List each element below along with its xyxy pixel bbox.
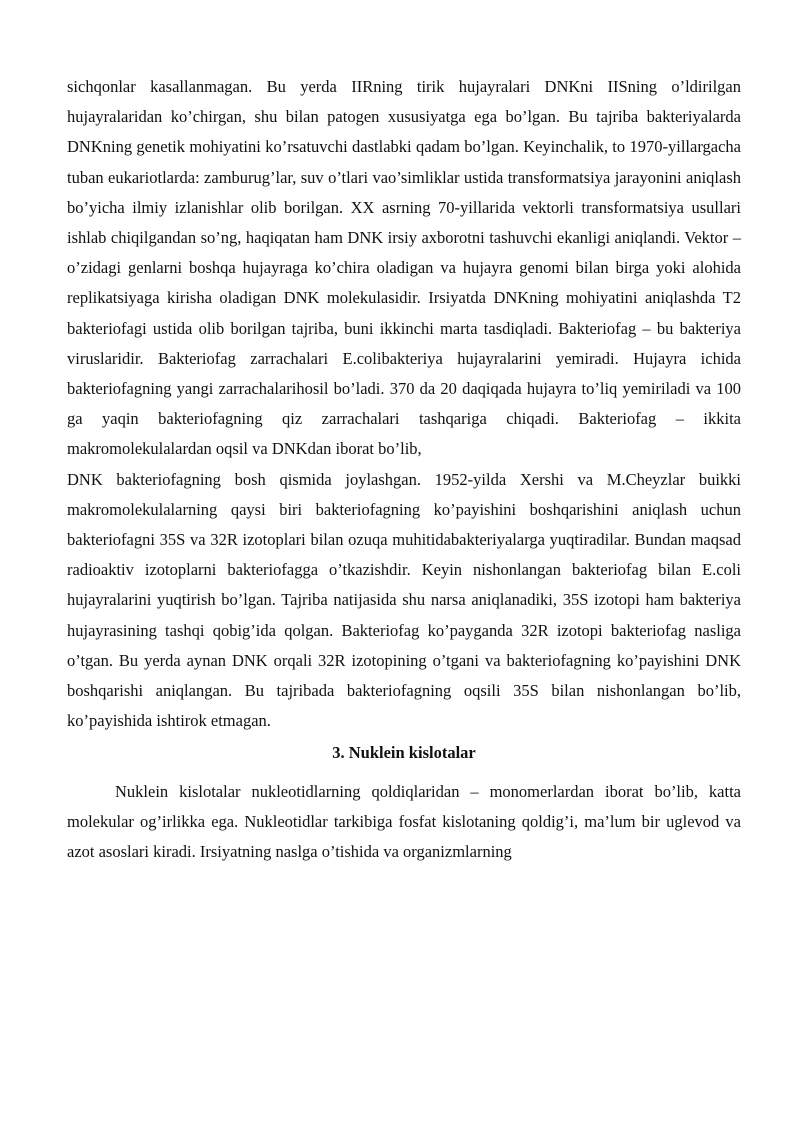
body-paragraph-3: Nuklein kislotalar nukleotidlarning qoldiqlaridan – monomerlardan iborat bo’lib, katta molekular og’irlikka ega. Nukleotidlar tarkibiga fosfat kislotaning qoldig’i, ma’lum bir uglevod va azot asoslari kiradi. Irsiyatning naslga o’tishida va organizmlarning <box>67 781 741 862</box>
section-heading: 3. Nuklein kislotalar <box>332 743 476 763</box>
document-page <box>67 72 741 867</box>
body-paragraph-2: DNK bakteriofagning bosh qismida joylashgan. 1952-yilda Xershi va M.Cheyzlar buikki makromolekulalarning qaysi biri bakteriofagning ko’payishini boshqarishini aniqlash uchun bakteriofagni 35S va 32R izotoplari bilan ozuqa muhitidabakteriyalarga yuqtiradilar. Bundan maqsad radioaktiv izotoplarni bakteriofagga o’tkazishdir. Keyin nishonlangan bakteriofag bilan E.coli hujayralarini yuqtirish bo’lgan. Tajriba natijasida shu narsa aniqlanadiki, 35S izotopi ham bakteriya hujayrasining tashqi qobig’ida qolgan. Bakteriofag ko’payganda 32R izotopi bakteriofag nasliga o’tgan. Bu yerda aynan DNK orqali 32R izotopining o’tgani va bakteriofagning ko’payishini DNK boshqarishi aniqlangan. Bu tajribada bakteriofagning oqsili 35S bilan nishonlangan bo’lib, ko’payishida ishtirok etmagan. <box>67 469 741 731</box>
body-paragraph-1: sichqonlar kasallanmagan. Bu yerda IIRning tirik hujayralari DNKni IISning o’ldirilgan hujayralaridan ko’chirgan, shu bilan patogen xususiyatga ega bo’lgan. Bu tajriba bakteriyalarda DNKning genetik mohiyatini ko’rsatuvchi dastlabki qadam bo’lgan. Keyinchalik, to 1970-yillargacha tuban eukariotlarda: zamburug’lar, suv o’tlari vao’simliklar ustida transformatsiya jarayonini aniqlash bo’yicha ilmiy izlanishlar olib borilgan. XX asrning 70-yillarida vektorli transformatsiya usullari ishlab chiqilgandan so’ng, haqiqatan ham DNK irsiy axborotni tashuvchi ekanligi aniqlandi. Vektor – o’zidagi genlarni boshqa hujayraga ko’chira oladigan va hujayra genomi bilan birga yoki alohida replikatsiyaga kirisha oladigan DNK molekulasidir. Irsiyatda DNKning mohiyatini aniqlashda T2 bakteriofagi ustida olib borilgan tajriba, buni ikkinchi marta tasdiqladi. Bakteriofag – bu bakteriya viruslaridir. Bakteriofag zarrachalari E.colibakteriya hujayralarini yemiradi. Hujayra ichida bakteriofagning yangi zarrachalarihosil bo’ladi. 370 da 20 daqiqada hujayra to’liq yemiriladi va 100 ga yaqin bakteriofagning qiz zarrachalari tashqariga chiqadi. Bakteriofag – ikkita makromolekulalardan oqsil va DNKdan iborat bo’lib, <box>67 77 741 459</box>
